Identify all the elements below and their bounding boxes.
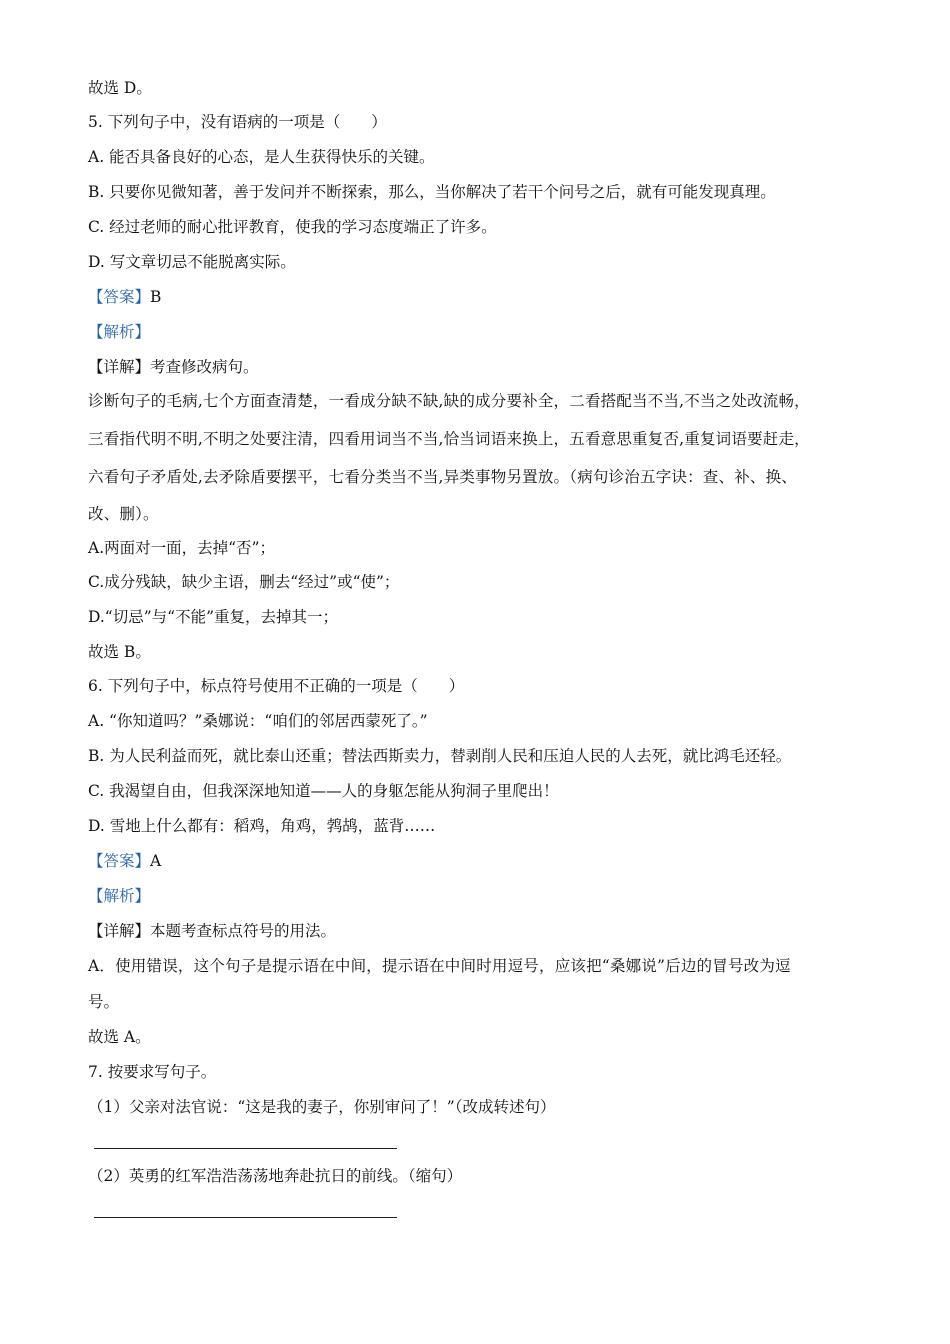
q5-option-d: D. 写文章切忌不能脱离实际。 — [88, 253, 296, 271]
q5-option-a: A. 能否具备良好的心态，是人生获得快乐的关键。 — [88, 148, 435, 166]
q5-note-a: A.两面对一面，去掉“否”； — [88, 539, 275, 557]
q5-answer — [88, 287, 880, 307]
q6-explanation-line: 号。 — [88, 993, 120, 1011]
q5-note-d: D.“切忌”与“不能”重复，去掉其一； — [88, 608, 338, 626]
q6-option-c: C. 我渴望自由，但我深深地知道——人的身躯怎能从狗洞子里爬出！ — [88, 782, 559, 800]
q4-conclusion: 故选 D。 — [88, 79, 152, 97]
q5-note-c: C.成分残缺，缺少主语，删去“经过”或“使”； — [88, 573, 400, 591]
q6-explanation-line: A．使用错误，这个句子是提示语在中间，提示语在中间时用逗号，应该把“桑娜说”后边的冒号改为逗 — [88, 957, 791, 975]
q5-explanation-line: 诊断句子的毛病,七个方面查清楚，一看成分缺不缺,缺的成分要补全，二看搭配当不当,不当之处改流畅， — [88, 392, 810, 410]
q5-detail — [88, 357, 880, 377]
q6-option-a: A. “你知道吗？”桑娜说：“咱们的邻居西蒙死了。” — [88, 712, 428, 730]
answer-blank-line[interactable] — [94, 1148, 397, 1149]
answer-label: 【答案】 — [88, 852, 151, 870]
q7-sub2: （2）英勇的红军浩浩荡荡地奔赴抗日的前线。（缩句） — [88, 1167, 463, 1185]
q5-option-c: C. 经过老师的耐心批评教育，使我的学习态度端正了许多。 — [88, 218, 497, 236]
q5-analysis-label: 【解析】 — [88, 323, 151, 341]
q5-explanation-line: 改、删）。 — [88, 505, 159, 523]
answer-value: A — [150, 852, 162, 870]
q7-sub1: （1）父亲对法官说：“这是我的妻子，你别审问了！”（改成转述句） — [88, 1098, 556, 1116]
q6-conclusion: 故选 A。 — [88, 1028, 151, 1046]
q6-detail — [88, 921, 880, 941]
q5-explanation-line: 六看句子矛盾处,去矛除盾要摆平，七看分类当不当,异类事物另置放。（病句诊治五字诀：查、补、换、 — [88, 468, 798, 486]
q5-option-b: B. 只要你见微知著，善于发问并不断探索，那么，当你解决了若干个问号之后，就有可能发现真理。 — [88, 183, 776, 201]
q7-stem: 7. 按要求写句子。 — [88, 1063, 217, 1081]
detail-label: 【详解】 — [88, 922, 151, 940]
detail-text: 本题考查标点符号的用法。 — [150, 922, 337, 940]
detail-text: 考查修改病句。 — [150, 358, 259, 376]
q5-conclusion: 故选 B。 — [88, 643, 151, 661]
q6-stem: 6. 下列句子中，标点符号使用不正确的一项是（ ） — [88, 677, 465, 695]
q6-analysis-label: 【解析】 — [88, 887, 151, 905]
q6-option-b: B. 为人民利益而死，就比泰山还重；替法西斯卖力，替剥削人民和压迫人民的人去死，就比鸿毛还轻。 — [88, 747, 792, 765]
answer-value: B — [150, 288, 162, 306]
q6-answer — [88, 851, 880, 871]
q6-option-d: D. 雪地上什么都有：稻鸡，角鸡，鹁鸪，蓝背…… — [88, 817, 436, 835]
answer-label: 【答案】 — [88, 288, 151, 306]
q5-stem: 5. 下列句子中，没有语病的一项是（ ） — [88, 113, 387, 131]
q5-explanation-line: 三看指代明不明,不明之处要注清，四看用词当不当,恰当词语来换上，五看意思重复否,重复词语要赶走， — [88, 430, 810, 448]
answer-blank-line[interactable] — [94, 1217, 397, 1218]
detail-label: 【详解】 — [88, 358, 151, 376]
